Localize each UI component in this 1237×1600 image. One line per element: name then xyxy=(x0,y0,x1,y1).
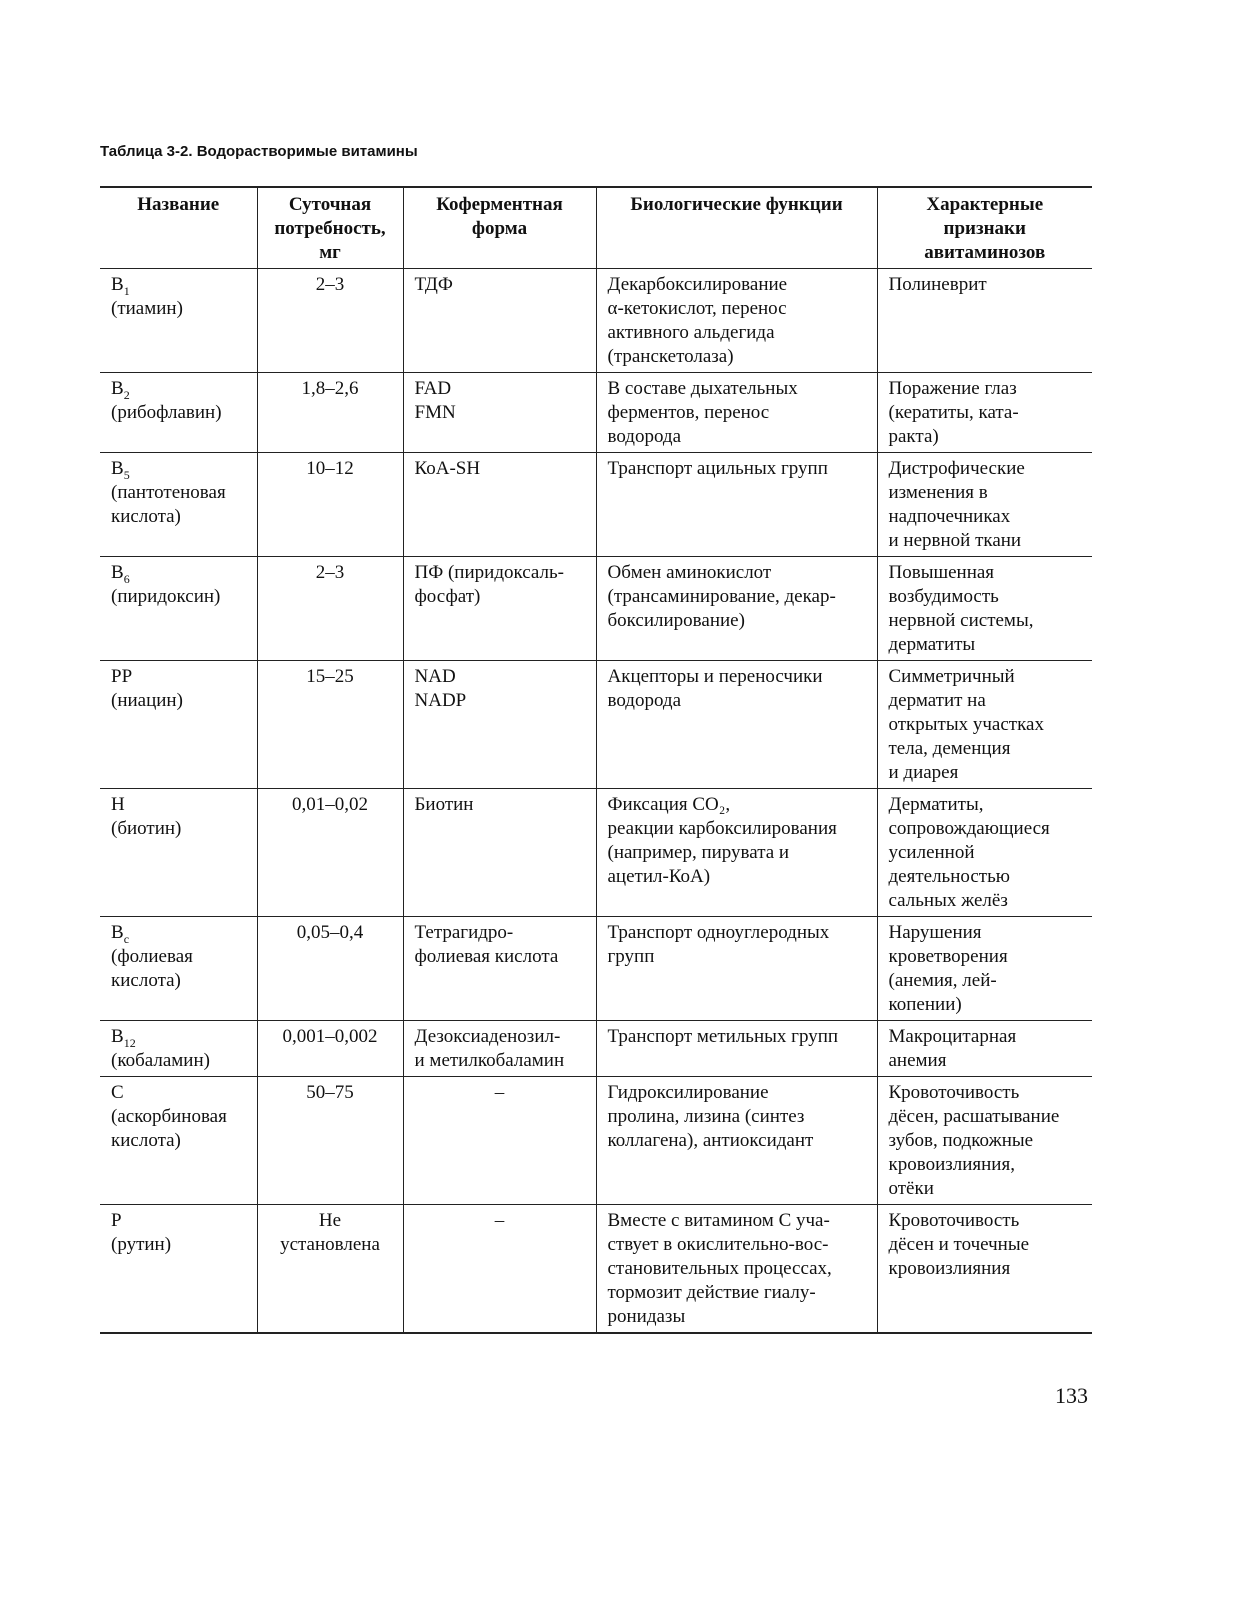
cell-vitamin-name xyxy=(100,453,257,557)
daily-need-value: установлена xyxy=(280,1234,380,1255)
vitamin-symbol xyxy=(111,665,246,689)
vitamin-common-name: (пантотеновая xyxy=(111,482,226,503)
deficiency-sign-text: Дерматиты, xyxy=(888,794,984,815)
cell-deficiency-signs xyxy=(877,1077,1092,1205)
deficiency-sign-text: дёсен, расшатывание xyxy=(888,1106,1060,1127)
table-row xyxy=(100,917,1092,1021)
vitamin-subscript: 12 xyxy=(123,1035,136,1050)
header-line: Биологические функции xyxy=(630,194,843,215)
vitamin-symbol xyxy=(111,561,246,585)
deficiency-sign-text: нервной системы, xyxy=(888,610,1034,631)
function-text: Обмен аминокислот xyxy=(607,562,772,583)
cell-vitamin-name xyxy=(100,1205,257,1334)
function-text: становительных процессах, xyxy=(607,1258,832,1279)
cell-daily-need xyxy=(257,789,403,917)
function-text: Гидроксилирование xyxy=(607,1082,769,1103)
cell-deficiency-signs xyxy=(877,373,1092,453)
deficiency-sign-text: дерматиты xyxy=(888,634,976,655)
cell-deficiency-signs xyxy=(877,557,1092,661)
vitamin-symbol xyxy=(111,377,246,401)
cell-deficiency-signs xyxy=(877,661,1092,789)
cell-daily-need xyxy=(257,661,403,789)
deficiency-sign-text: кроветворения xyxy=(888,946,1008,967)
vitamin-letter: B xyxy=(111,562,124,583)
table-body xyxy=(100,269,1092,1334)
vitamin-subscript: 2 xyxy=(123,387,130,402)
deficiency-sign-text: (анемия, лей- xyxy=(888,970,997,991)
vitamin-symbol xyxy=(111,1209,246,1233)
vitamin-letter: B xyxy=(111,922,124,943)
function-text: реакции карбоксилирования xyxy=(607,818,837,839)
cell-daily-need xyxy=(257,1021,403,1077)
vitamin-letter: B xyxy=(111,274,124,295)
cell-coenzyme-form xyxy=(403,557,596,661)
vitamin-letter: B xyxy=(111,378,124,399)
function-text: Транспорт ацильных групп xyxy=(607,458,828,479)
cell-deficiency-signs xyxy=(877,1021,1092,1077)
deficiency-sign-text: открытых участках xyxy=(888,714,1044,735)
daily-need-value: 0,01–0,02 xyxy=(292,794,368,815)
vitamin-subscript: 6 xyxy=(123,571,130,586)
header-line: Суточная xyxy=(288,194,372,215)
cell-vitamin-name xyxy=(100,917,257,1021)
header-biological-functions xyxy=(596,187,877,269)
cell-daily-need xyxy=(257,557,403,661)
coenzyme-form-text: – xyxy=(494,1210,505,1231)
function-text: тормозит действие гиалу- xyxy=(607,1282,816,1303)
function-text: Декарбоксилирование xyxy=(607,274,788,295)
daily-need-value: 0,05–0,4 xyxy=(296,922,364,943)
vitamin-common-name: (аскорбиновая xyxy=(111,1106,227,1127)
function-text: α-кетокислот, перенос xyxy=(607,298,787,319)
header-line: авитаминозов xyxy=(924,242,1046,263)
coenzyme-form-text: NADP xyxy=(414,690,467,711)
header-line: мг xyxy=(319,242,341,263)
vitamin-common-name: (рутин) xyxy=(111,1234,172,1255)
vitamin-subscript: 1 xyxy=(123,283,130,298)
header-line: признаки xyxy=(943,218,1026,239)
deficiency-sign-text: Макроцитарная xyxy=(888,1026,1017,1047)
function-text: Вместе с витамином С уча- xyxy=(607,1210,830,1231)
function-text: водорода xyxy=(607,690,682,711)
cell-vitamin-name xyxy=(100,557,257,661)
deficiency-sign-text: сальных желёз xyxy=(888,890,1008,911)
deficiency-sign-text: кровоизлияния, xyxy=(888,1154,1015,1175)
cell-biological-functions xyxy=(596,1205,877,1334)
function-text: коллагена), антиоксидант xyxy=(607,1130,814,1151)
cell-daily-need xyxy=(257,1077,403,1205)
table-header-row xyxy=(100,187,1092,269)
table-caption: Таблица 3-2. Водорастворимые витамины xyxy=(100,143,418,160)
header-deficiency-signs xyxy=(877,187,1092,269)
cell-biological-functions xyxy=(596,557,877,661)
function-text: Акцепторы и переносчики xyxy=(607,666,823,687)
cell-deficiency-signs xyxy=(877,1205,1092,1334)
deficiency-sign-text: кровоизлияния xyxy=(888,1258,1011,1279)
cell-coenzyme-form xyxy=(403,917,596,1021)
deficiency-sign-text: отёки xyxy=(888,1178,934,1199)
page-number: 133 xyxy=(1055,1383,1088,1408)
coenzyme-form-text: FMN xyxy=(414,402,456,423)
deficiency-sign-text: возбудимость xyxy=(888,586,999,607)
function-text: ствует в окислительно-вос- xyxy=(607,1234,829,1255)
deficiency-sign-text: Поражение глаз xyxy=(888,378,1017,399)
cell-daily-need xyxy=(257,373,403,453)
table-row xyxy=(100,557,1092,661)
cell-deficiency-signs xyxy=(877,453,1092,557)
vitamin-common-name: (кобаламин) xyxy=(111,1050,210,1071)
deficiency-sign-text: тела, деменция xyxy=(888,738,1011,759)
deficiency-sign-text: зубов, подкожные xyxy=(888,1130,1034,1151)
table-row xyxy=(100,269,1092,373)
coenzyme-form-text: Биотин xyxy=(414,794,474,815)
deficiency-sign-text: деятельностью xyxy=(888,866,1010,887)
cell-deficiency-signs xyxy=(877,789,1092,917)
vitamin-subscript: c xyxy=(123,931,130,946)
function-text: В составе дыхательных xyxy=(607,378,798,399)
cell-biological-functions xyxy=(596,789,877,917)
table-row xyxy=(100,1205,1092,1334)
vitamin-common-name: кислота) xyxy=(111,506,181,527)
cell-coenzyme-form xyxy=(403,453,596,557)
table-row xyxy=(100,453,1092,557)
cell-biological-functions xyxy=(596,373,877,453)
function-text: (транскетолаза) xyxy=(607,346,734,367)
header-daily-need xyxy=(257,187,403,269)
cell-biological-functions xyxy=(596,1077,877,1205)
deficiency-sign-text: и диарея xyxy=(888,762,959,783)
header-coenzyme-form xyxy=(403,187,596,269)
cell-biological-functions xyxy=(596,661,877,789)
table-row xyxy=(100,661,1092,789)
function-text: Транспорт метильных групп xyxy=(607,1026,839,1047)
function-text: (например, пирувата и xyxy=(607,842,790,863)
function-text: активного альдегида xyxy=(607,322,775,343)
table-row xyxy=(100,1021,1092,1077)
deficiency-sign-text: надпочечниках xyxy=(888,506,1011,527)
coenzyme-form-text: ТДФ xyxy=(414,274,453,295)
cell-deficiency-signs xyxy=(877,917,1092,1021)
deficiency-sign-text: дерматит на xyxy=(888,690,986,711)
cell-vitamin-name xyxy=(100,661,257,789)
function-text: боксилирование) xyxy=(607,610,745,631)
cell-biological-functions xyxy=(596,917,877,1021)
daily-need-value: 0,001–0,002 xyxy=(282,1026,378,1047)
vitamin-symbol xyxy=(111,457,246,481)
function-text: ферментов, перенос xyxy=(607,402,770,423)
vitamin-letter: B xyxy=(111,1026,124,1047)
deficiency-sign-text: Повышенная xyxy=(888,562,995,583)
header-line: Название xyxy=(137,194,220,215)
header-line: потребность, xyxy=(274,218,386,239)
cell-daily-need xyxy=(257,1205,403,1334)
deficiency-sign-text: (кератиты, ката- xyxy=(888,402,1019,423)
daily-need-value: 50–75 xyxy=(306,1082,354,1103)
daily-need-value: Не xyxy=(318,1210,342,1231)
vitamin-letter: PP xyxy=(111,666,133,687)
cell-biological-functions xyxy=(596,269,877,373)
table-row xyxy=(100,1077,1092,1205)
vitamin-letter: H xyxy=(111,794,125,815)
deficiency-sign-text: Дистрофические xyxy=(888,458,1025,479)
vitamin-common-name: кислота) xyxy=(111,970,181,991)
deficiency-sign-text: ракта) xyxy=(888,426,939,447)
cell-vitamin-name xyxy=(100,373,257,453)
cell-daily-need xyxy=(257,917,403,1021)
coenzyme-form-text: и метилкобаламин xyxy=(414,1050,565,1071)
vitamin-subscript: 5 xyxy=(123,467,130,482)
daily-need-value: 2–3 xyxy=(315,562,345,583)
vitamin-common-name: (рибофлавин) xyxy=(111,402,222,423)
cell-coenzyme-form xyxy=(403,1077,596,1205)
daily-need-value: 2–3 xyxy=(315,274,345,295)
deficiency-sign-text: дёсен и точечные xyxy=(888,1234,1030,1255)
cell-biological-functions xyxy=(596,453,877,557)
cell-vitamin-name xyxy=(100,1077,257,1205)
coenzyme-form-text: ПФ (пиридоксаль- xyxy=(414,562,564,583)
vitamin-common-name: (пиридоксин) xyxy=(111,586,221,607)
cell-deficiency-signs xyxy=(877,269,1092,373)
cell-coenzyme-form xyxy=(403,1021,596,1077)
vitamin-common-name: (тиамин) xyxy=(111,298,183,319)
vitamin-symbol xyxy=(111,793,246,817)
deficiency-sign-text: изменения в xyxy=(888,482,988,503)
cell-coenzyme-form xyxy=(403,1205,596,1334)
coenzyme-form-text: Тетрагидро- xyxy=(414,922,514,943)
function-text: ронидазы xyxy=(607,1306,686,1327)
deficiency-sign-text: сопровождающиеся xyxy=(888,818,1050,839)
function-text: Транспорт одноуглеродных xyxy=(607,922,830,943)
deficiency-sign-text: анемия xyxy=(888,1050,947,1071)
cell-coenzyme-form xyxy=(403,789,596,917)
header-line: форма xyxy=(471,218,528,239)
deficiency-sign-text: Нарушения xyxy=(888,922,982,943)
cell-daily-need xyxy=(257,453,403,557)
deficiency-sign-text: Симметричный xyxy=(888,666,1015,687)
vitamin-letter: C xyxy=(111,1082,124,1103)
daily-need-value: 10–12 xyxy=(306,458,354,479)
coenzyme-form-text: фолиевая кислота xyxy=(414,946,559,967)
coenzyme-form-text: – xyxy=(494,1082,505,1103)
cell-vitamin-name xyxy=(100,1021,257,1077)
vitamin-common-name: (биотин) xyxy=(111,818,182,839)
coenzyme-form-text: фосфат) xyxy=(414,586,481,607)
header-name xyxy=(100,187,257,269)
cell-vitamin-name xyxy=(100,789,257,917)
deficiency-sign-text: Кровоточивость xyxy=(888,1082,1020,1103)
deficiency-sign-text: и нервной ткани xyxy=(888,530,1022,551)
cell-coenzyme-form xyxy=(403,373,596,453)
vitamin-letter: B xyxy=(111,458,124,479)
coenzyme-form-text: Дезоксиаденозил- xyxy=(414,1026,561,1047)
deficiency-sign-text: копении) xyxy=(888,994,962,1015)
vitamins-table xyxy=(100,186,1092,1334)
vitamin-common-name: (ниацин) xyxy=(111,690,183,711)
cell-coenzyme-form xyxy=(403,661,596,789)
vitamin-letter: P xyxy=(111,1210,122,1231)
table-row xyxy=(100,789,1092,917)
coenzyme-form-text: FAD xyxy=(414,378,452,399)
vitamin-symbol xyxy=(111,273,246,297)
cell-daily-need xyxy=(257,269,403,373)
table-row xyxy=(100,373,1092,453)
function-text: Фиксация CO₂, xyxy=(607,794,731,815)
header-line: Характерные xyxy=(926,194,1044,215)
function-text: групп xyxy=(607,946,655,967)
coenzyme-form-text: КоА-SH xyxy=(414,458,481,479)
vitamin-symbol xyxy=(111,1025,246,1049)
function-text: (трансаминирование, декар- xyxy=(607,586,836,607)
deficiency-sign-text: Полиневрит xyxy=(888,274,987,295)
vitamin-symbol xyxy=(111,921,246,945)
function-text: водорода xyxy=(607,426,682,447)
function-text: ацетил-КоА) xyxy=(607,866,711,887)
header-line: Коферментная xyxy=(436,194,563,215)
vitamin-symbol xyxy=(111,1081,246,1105)
function-text: пролина, лизина (синтез xyxy=(607,1106,805,1127)
deficiency-sign-text: усиленной xyxy=(888,842,975,863)
daily-need-value: 15–25 xyxy=(306,666,354,687)
cell-biological-functions xyxy=(596,1021,877,1077)
coenzyme-form-text: NAD xyxy=(414,666,456,687)
daily-need-value: 1,8–2,6 xyxy=(301,378,359,399)
cell-vitamin-name xyxy=(100,269,257,373)
vitamin-common-name: (фолиевая xyxy=(111,946,193,967)
deficiency-sign-text: Кровоточивость xyxy=(888,1210,1020,1231)
cell-coenzyme-form xyxy=(403,269,596,373)
vitamin-common-name: кислота) xyxy=(111,1130,181,1151)
